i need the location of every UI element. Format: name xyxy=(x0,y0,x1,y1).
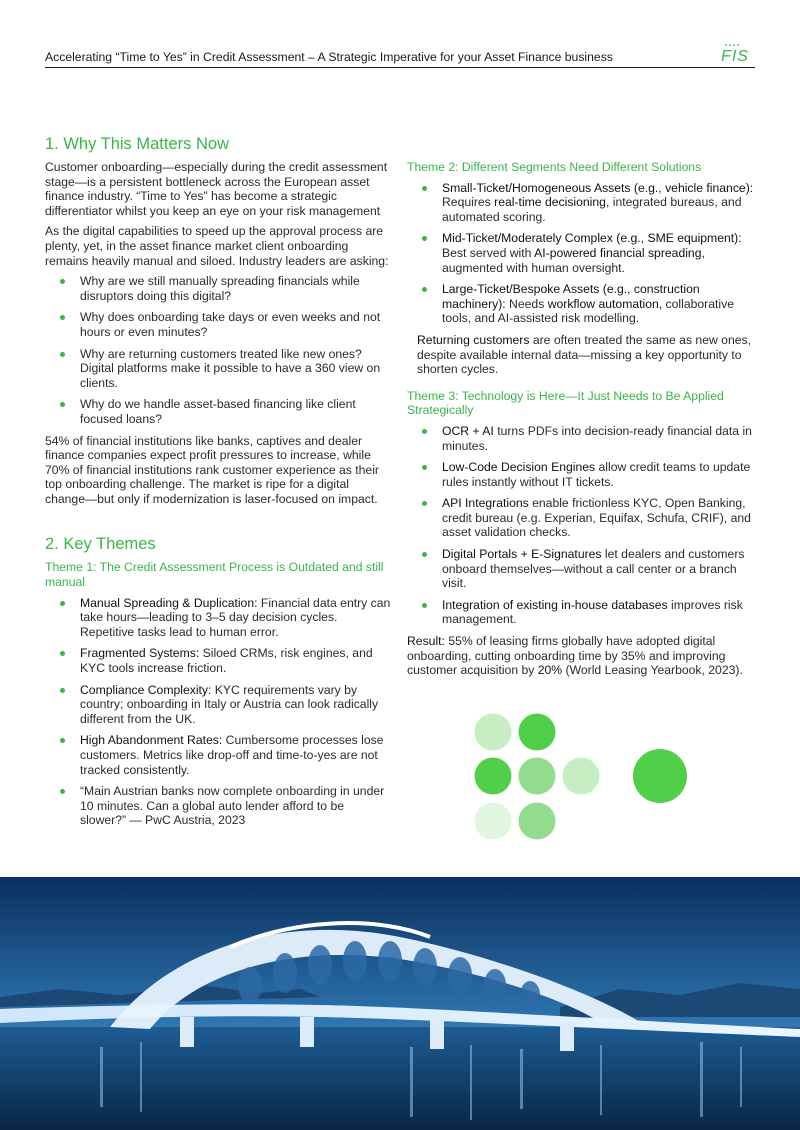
section-1-closing: 54% of financial institutions like banks, captives and dealer finance companies expect profit pressures to increase, while 70% of financial institutions rank customer experience as their top onboarding challenge. The market is ripe for a digital change—but only if modernization is laser-focused on impact. xyxy=(45,433,379,506)
theme-2-title: Theme 2: Different Segments Need Different Solutions xyxy=(407,160,702,174)
bullet-icon xyxy=(60,402,65,407)
bullet-icon xyxy=(422,287,427,292)
list-item: Manual Spreading & Duplication: Financial data entry can take hours—leading to 3–5 day decision cycles. Repetitive tasks lead to human error. xyxy=(45,596,391,640)
circle-r1c2 xyxy=(519,714,556,751)
circle-r3c1 xyxy=(475,803,512,840)
theme-3-list xyxy=(407,424,755,627)
list-item: Low-Code Decision Engines allow credit teams to update rules instantly without IT tickets. xyxy=(407,460,755,489)
result-paragraph: Result: 55% of leasing firms globally have adopted digital onboarding, cutting onboarding time by 35% and improving customer acquisition by 20% (World Leasing Yearbook, 2023). xyxy=(407,634,743,678)
list-item: Mid-Ticket/Moderately Complex (e.g., SME equipment): Best served with AI-powered financial spreading, augmented with human oversight. xyxy=(407,231,755,275)
circle-r2c1 xyxy=(475,758,512,795)
list-item: Compliance Complexity: KYC requirements vary by country; onboarding in Italy or Austria can look radically different from the UK. xyxy=(45,683,391,727)
circle-r2c3 xyxy=(563,758,600,795)
fis-logo xyxy=(715,44,755,64)
list-item: Fragmented Systems: Siloed CRMs, risk engines, and KYC tools increase friction. xyxy=(45,646,391,675)
theme-2-list xyxy=(407,181,755,326)
theme-1-title: Theme 1: The Credit Assessment Process is Outdated and still manual xyxy=(45,560,384,590)
section-2-heading: 2. Key Themes xyxy=(45,535,156,554)
list-item: API Integrations enable frictionless KYC, Open Banking, credit bureau (e.g. Experian, Equifax, Schufa, CRIF), and asset validation checks. xyxy=(407,496,755,540)
list-item: Why are we still manually spreading financials while disruptors doing this digital? xyxy=(45,274,391,303)
bullet-icon xyxy=(60,315,65,320)
bullet-icon xyxy=(60,688,65,693)
bullet-icon xyxy=(422,186,427,191)
circle-big xyxy=(633,749,687,803)
header-title: Accelerating “Time to Yes” in Credit Assessment – A Strategic Imperative for your Asset Finance business xyxy=(45,50,613,64)
right-column xyxy=(407,160,755,684)
list-item: Integration of existing in-house databases improves risk management. xyxy=(407,598,755,627)
bullet-icon xyxy=(60,601,65,606)
bullet-icon xyxy=(60,352,65,357)
list-item: Large-Ticket/Bespoke Assets (e.g., construction machinery): Needs workflow automation, collaborative tools, and AI-assisted risk modelling. xyxy=(407,282,755,326)
circle-r3c2 xyxy=(519,803,556,840)
bridge-photo xyxy=(0,877,800,1130)
bullet-icon xyxy=(60,789,65,794)
returning-customers-note: Returning customers are often treated the same as new ones, despite available internal data—missing a key opportunity to shorten cycles. xyxy=(417,332,751,377)
list-item: Digital Portals + E-Signatures let dealers and customers onboard themselves—without a call center or a branch visit. xyxy=(407,547,755,591)
circle-r2c2 xyxy=(519,758,556,795)
bridge-illustration xyxy=(0,877,800,1130)
bullet-icon xyxy=(422,603,427,608)
list-item: OCR + AI turns PDFs into decision-ready financial data in minutes. xyxy=(407,424,755,453)
section-1-intro: Customer onboarding—especially during the credit assessment stage—is a persistent bottleneck across the European asset finance industry. “Time to Yes” has become a strategic differentiator whilst you keep an eye on your risk management xyxy=(45,160,388,218)
list-item xyxy=(45,784,391,828)
section-1-heading: 1. Why This Matters Now xyxy=(45,135,229,153)
list-item: High Abandonment Rates: Cumbersome processes lose customers. Metrics like drop-off and time-to-yes are not tracked consistently. xyxy=(45,733,391,777)
list-item: Small-Ticket/Homogeneous Assets (e.g., vehicle finance): Requires real-time decisioning, integrated bureaus, and automated scoring. xyxy=(407,181,755,225)
list-item: Why does onboarding take days or even weeks and not hours or even minutes? xyxy=(45,310,391,339)
bullet-icon xyxy=(60,651,65,656)
circle-r1c1 xyxy=(475,714,512,751)
theme-1-list xyxy=(45,596,391,828)
logo-text: FIS xyxy=(721,48,749,64)
bullet-icon xyxy=(422,552,427,557)
page-header xyxy=(45,44,755,68)
theme-3-title: Theme 3: Technology is Here—It Just Needs to Be Applied Strategically xyxy=(407,388,724,418)
bullet-icon xyxy=(422,465,427,470)
questions-list xyxy=(45,274,391,426)
section-1-para2: As the digital capabilities to speed up the approval process are plenty, yet, in the asset finance market client onboarding remains heavily manual and siloed. Industry leaders are asking: xyxy=(45,224,389,268)
bullet-icon xyxy=(60,738,65,743)
quote: “Main Austrian banks now complete onboarding in under 10 minutes. Can a global auto lender afford to be slower?” — PwC Austria, 2023 xyxy=(80,784,385,828)
list-item: Why do we handle asset-based financing like client focused loans? xyxy=(45,397,391,426)
bullet-icon xyxy=(422,501,427,506)
bullet-icon xyxy=(60,279,65,284)
list-item: Why are returning customers treated like new ones? Digital platforms make it possible to have a 360 view on clients. xyxy=(45,347,391,391)
decorative-circles xyxy=(470,710,690,845)
bullet-icon xyxy=(422,236,427,241)
left-column xyxy=(45,134,391,835)
bullet-icon xyxy=(422,429,427,434)
